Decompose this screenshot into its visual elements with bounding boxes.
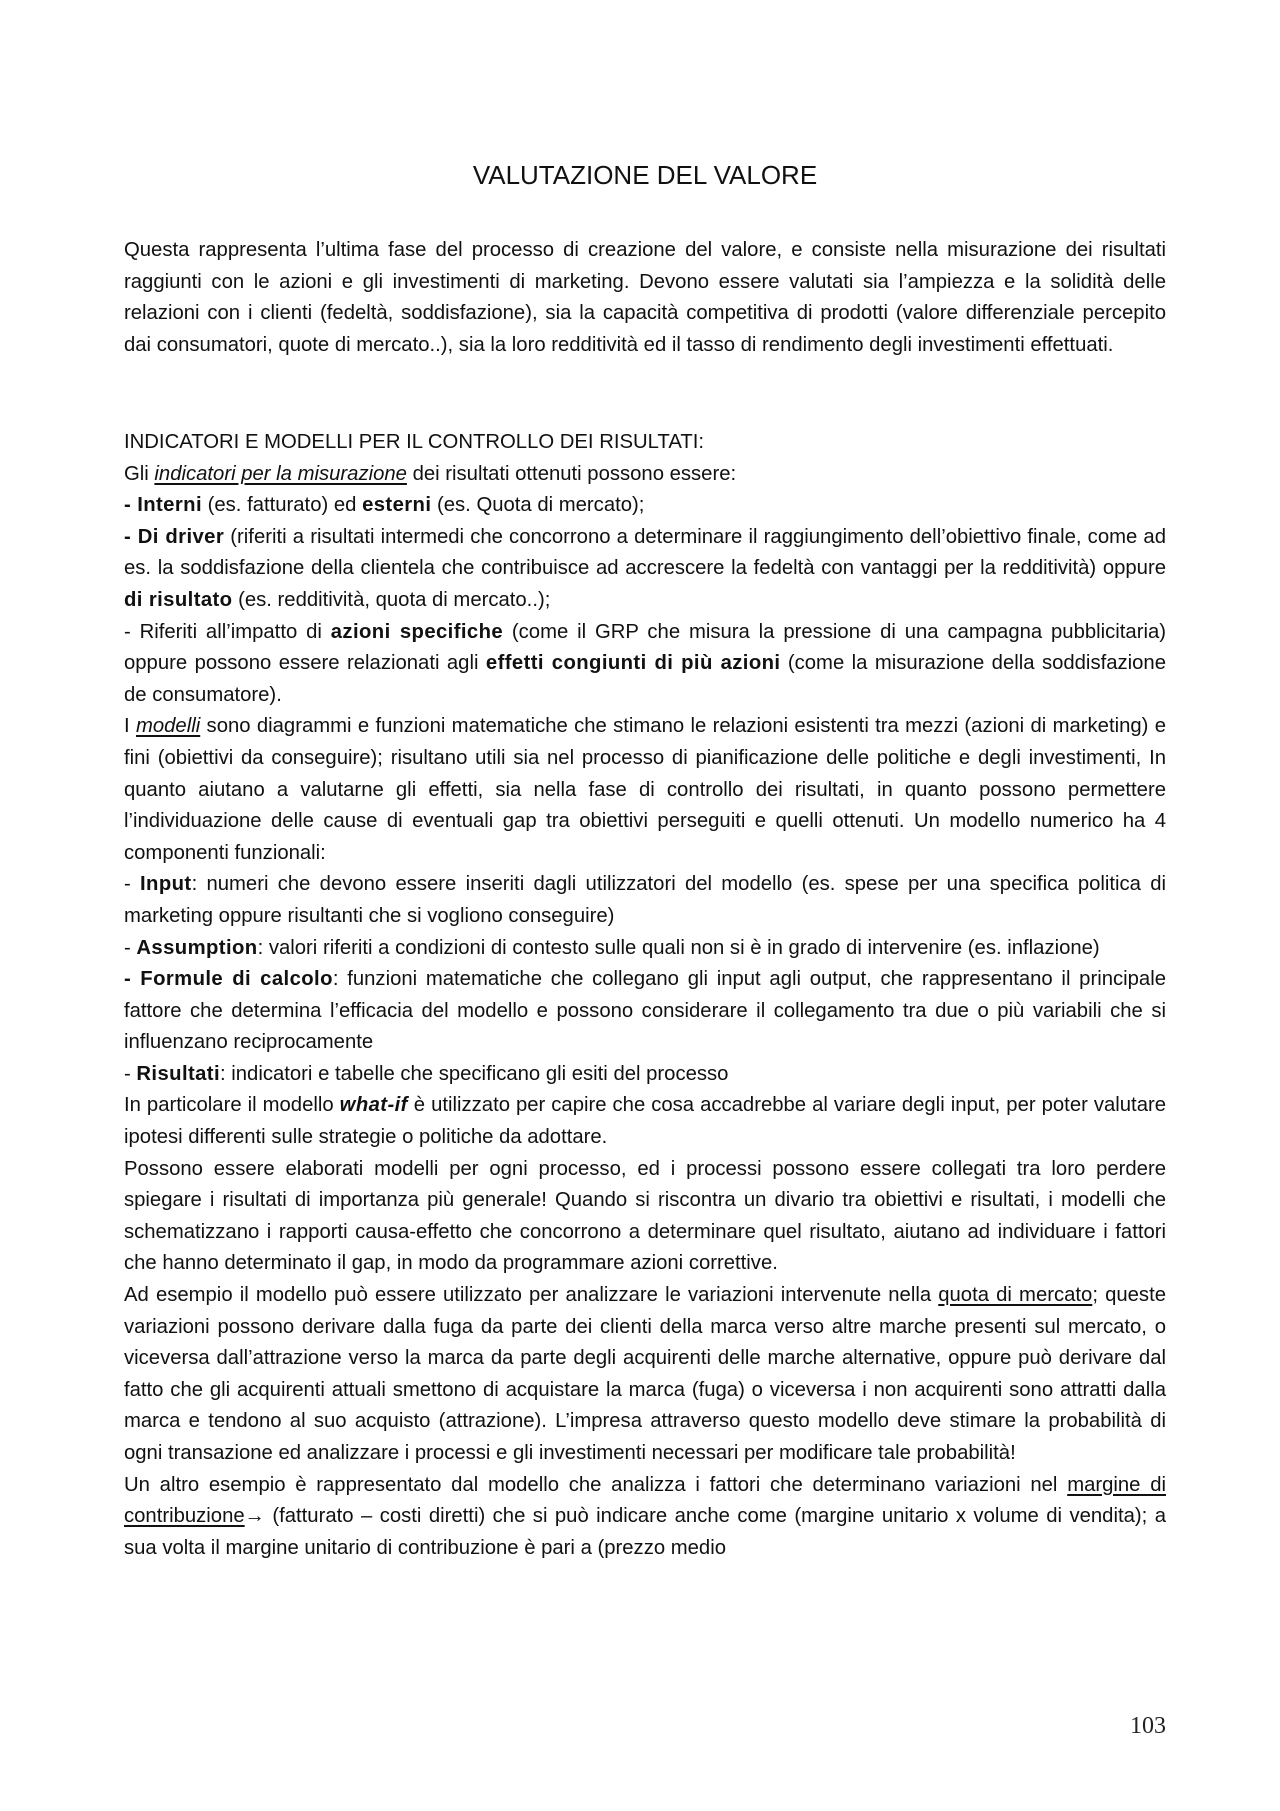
- term-azioni-specifiche: azioni specifiche: [330, 620, 504, 643]
- term-di-risultato: di risultato: [124, 588, 233, 611]
- section-heading: INDICATORI E MODELLI PER IL CONTROLLO DEI RISULTATI:: [124, 431, 704, 453]
- emphasis-modelli: modelli: [135, 715, 201, 738]
- term-interni: Interni: [137, 494, 202, 517]
- market-share-paragraph: Ad esempio il modello può essere utilizzato per analizzare le variazioni intervenute nella quota di mercato; queste variazioni possono derivare dalla fuga da parte dei clienti della marca verso altre marche presenti sul mercato, o viceversa dall’attrazione verso la marca da parte degli acquirenti delle marche alternative, oppure può derivare dal fatto che gli acquirenti attuali smettono di acquistare la marca (fuga) o viceversa i non acquirenti sono attratti dalla marca e tendono al suo acquisto (attrazione). L’impresa attraverso questo modello deve stimare la probabilità di ogni transazione ed analizzare i processi e gli investimenti necessari per modificare tale probabilità!: [124, 1284, 1166, 1464]
- emphasis-indicatori: indicatori per la misurazione: [154, 462, 407, 485]
- link-margine-di-contribuzione: margine di contribuzione: [124, 1473, 1166, 1528]
- term-risultati: Risultati: [136, 1062, 220, 1085]
- contribution-margin-paragraph: Un altro esempio è rappresentato dal modello che analizza i fattori che determinano variazioni nel margine di contribuzione→ (fatturato – costi diretti) che si può indicare anche come (margine unitario x volume di vendita); a sua volta il margine unitario di contribuzione è pari a (prezzo medio: [124, 1473, 1166, 1559]
- link-quota-di-mercato: quota di mercato: [938, 1284, 1093, 1307]
- indicators-intro: Gli indicatori per la misurazione dei risultati ottenuti possono essere:: [124, 462, 737, 485]
- term-esterni: esterni: [362, 494, 432, 517]
- intro-paragraph: Questa rappresenta l’ultima fase del processo di creazione del valore, e consiste nella misurazione dei risultati raggiunti con le azioni e gli investimenti di marketing. Devono essere valutati sia l’ampiezza e la solidità delle relazioni con i clienti (fedeltà, soddisfazione), sia la capacità competitiva di prodotti (valore differenziale percepito dai consumatori, quote di mercato..), sia la loro redditività ed il tasso di rendimento degli investimenti effettuati.: [124, 239, 1166, 356]
- term-assumption: Assumption: [136, 936, 258, 959]
- term-di-driver: Di driver: [137, 525, 225, 548]
- term-what-if: what-if: [339, 1094, 408, 1117]
- main-section: [124, 427, 1166, 1564]
- list-item-azioni: - Riferiti all’impatto di azioni specifiche (come il GRP che misura la pressione di una campagna pubblicitaria) oppure possono essere relazionati agli effetti congiunti di più azioni (come la misurazione della soddisfazione de consumatore).: [124, 620, 1166, 706]
- component-input: - Input: numeri che devono essere inseriti dagli utilizzatori del modello (es. spese per una specifica politica di marketing oppure risultanti che si vogliono conseguire): [124, 873, 1166, 927]
- component-risultati: - Risultati: indicatori e tabelle che specificano gli esiti del processo: [124, 1062, 729, 1085]
- page-title: VALUTAZIONE DEL VALORE: [472, 160, 818, 190]
- term-input: Input: [140, 873, 192, 896]
- page-number: 103: [1130, 1713, 1166, 1739]
- component-assumption: - Assumption: valori riferiti a condizioni di contesto sulle quali non si è in grado di intervenire (es. inflazione): [124, 936, 1100, 959]
- process-paragraph: Possono essere elaborati modelli per ogni processo, ed i processi possono essere collegati tra loro perdere spiegare i risultati di importanza più generale! Quando si riscontra un divario tra obiettivi e risultati, i modelli che schematizzano i rapporti causa-effetto che concorrono a determinare quel risultato, aiutano ad individuare i fattori che hanno determinato il gap, in modo da programmare azioni correttive.: [124, 1157, 1166, 1275]
- list-item-driver: - Di driver (riferiti a risultati intermedi che concorrono a determinare il raggiungimento dell’obiettivo finale, come ad es. la soddisfazione della clientela che contribuisce ad accrescere la fedeltà con vantaggi per la redditività) oppure di risultato (es. redditività, quota di mercato..);: [124, 525, 1166, 611]
- models-paragraph: I modelli sono diagrammi e funzioni matematiche che stimano le relazioni esistenti tra mezzi (azioni di marketing) e fini (obiettivi da conseguire); risultano utili sia nel processo di pianificazione delle politiche e degli investimenti, In quanto aiutano a valutarne gli effetti, sia nella fase di controllo dei risultati, in quanto possono permettere l’individuazione delle cause di eventuali gap tra obiettivi perseguiti e quelli ottenuti. Un modello numerico ha 4 componenti funzionali:: [124, 715, 1166, 864]
- component-formule: - Formule di calcolo: funzioni matematiche che collegano gli input agli output, che rappresentano il principale fattore che determina l’efficacia del modello e possono considerare il collegamento tra due o più variabili che si influenzano reciprocamente: [124, 968, 1166, 1054]
- term-formule-di-calcolo: Formule di calcolo: [140, 968, 333, 991]
- term-effetti-congiunti: effetti congiunti di più azioni: [485, 652, 781, 675]
- list-item-interni: - Interni (es. fatturato) ed esterni (es. Quota di mercato);: [124, 494, 645, 517]
- whatif-paragraph: In particolare il modello what-if è utilizzato per capire che cosa accadrebbe al variare degli input, per poter valutare ipotesi differenti sulle strategie o politiche da adottare.: [124, 1094, 1167, 1149]
